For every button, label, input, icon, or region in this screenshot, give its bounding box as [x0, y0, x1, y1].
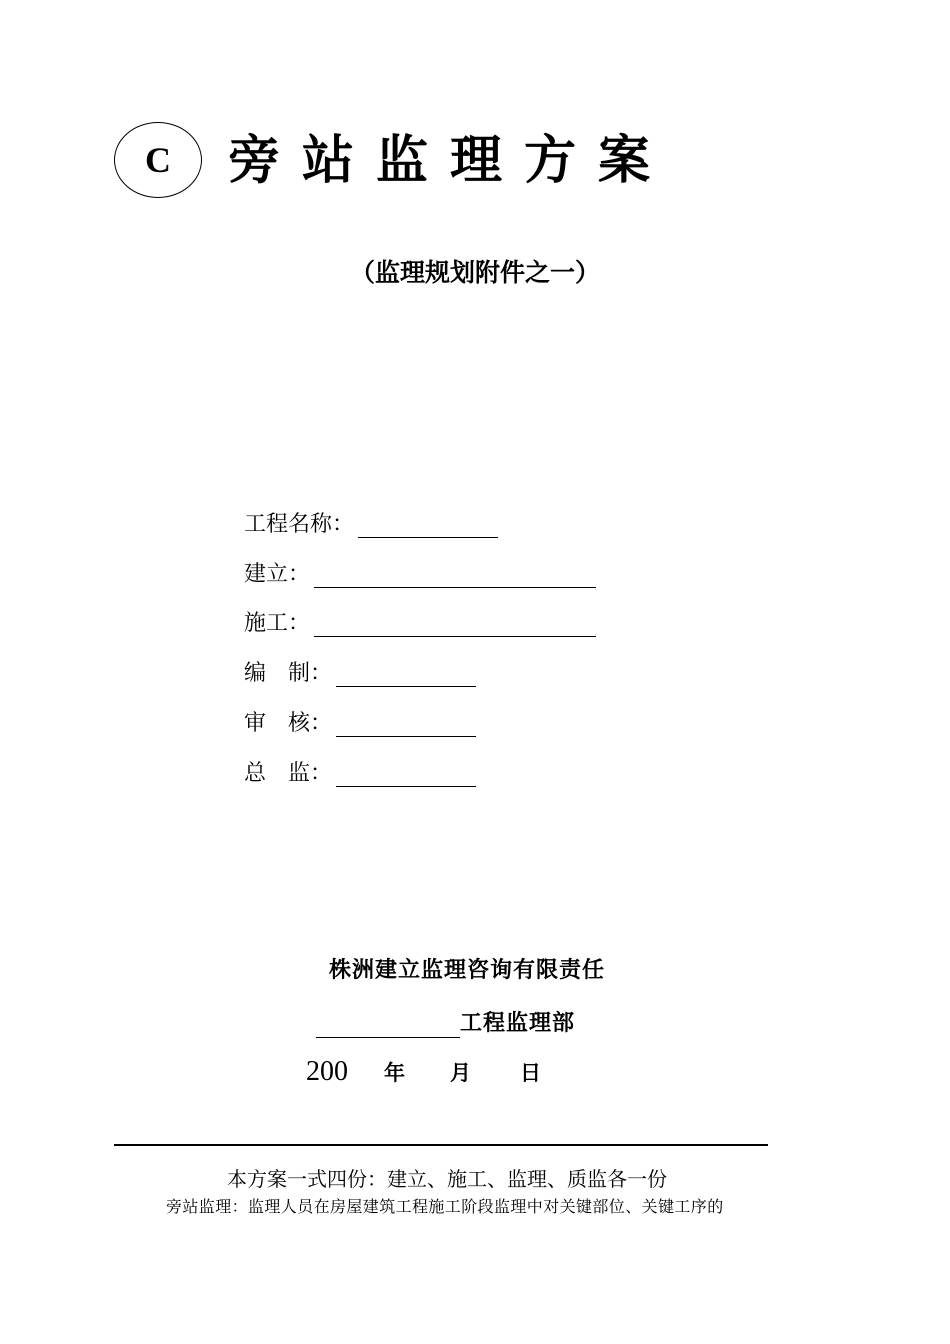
company-name: 株洲建立监理咨询有限责任: [328, 958, 605, 983]
date-year: 200: [306, 1056, 348, 1087]
field-blank-line: [314, 610, 596, 637]
field-label: 编 制：: [244, 661, 333, 686]
field-construction-unit: [244, 554, 596, 590]
field-compiled-by: [244, 653, 476, 689]
date-month-unit: 月: [450, 1061, 471, 1085]
document-subtitle: （监理规划附件之一）: [349, 258, 600, 287]
department-row: [316, 1004, 575, 1040]
field-label: 总 监：: [244, 761, 333, 786]
date-row: [306, 1052, 541, 1092]
department-label: 工程监理部: [460, 1011, 576, 1036]
date-day-unit: 日: [520, 1061, 541, 1085]
field-label: 施工：: [244, 611, 311, 636]
field-chief-supervisor: [244, 753, 476, 789]
field-project-name: [244, 504, 498, 540]
footer-divider: [114, 1144, 768, 1146]
document-title: 旁站监理方案: [228, 131, 673, 191]
field-blank-line: [358, 511, 498, 538]
badge-letter: C: [145, 140, 171, 180]
field-contractor: [244, 603, 596, 639]
field-blank-line: [314, 561, 596, 588]
field-label: 建立：: [244, 562, 311, 587]
field-label: 审 核：: [244, 711, 333, 736]
field-blank-line: [336, 710, 476, 737]
copies-note: 本方案一式四份：建立、施工、监理、质监各一份: [227, 1167, 667, 1191]
definition-note: 旁站监理：监理人员在房屋建筑工程施工阶段监理中对关键部位、关键工序的: [166, 1197, 724, 1216]
date-year-unit: 年: [384, 1061, 405, 1085]
field-blank-line: [336, 760, 476, 787]
field-reviewed-by: [244, 703, 476, 739]
field-label: 工程名称：: [244, 512, 355, 537]
field-blank-line: [336, 660, 476, 687]
circled-letter-badge: [114, 122, 202, 198]
department-blank-line: [316, 1009, 460, 1038]
